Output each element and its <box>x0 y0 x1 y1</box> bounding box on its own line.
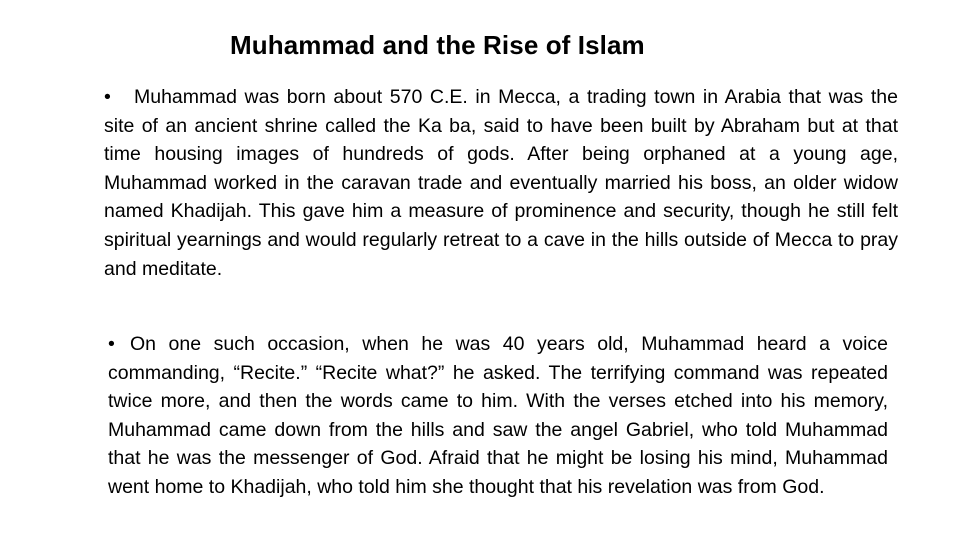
bullet-paragraph-1 <box>104 83 898 283</box>
bullet-icon: • <box>104 86 111 108</box>
bullet-icon: • <box>108 333 115 355</box>
bullet-paragraph-2 <box>108 330 888 502</box>
slide-title: Muhammad and the Rise of Islam <box>230 30 645 60</box>
paragraph-text: Muhammad was born about 570 C.E. in Mecca, a trading town in Arabia that was the site of an ancient shrine called the Ka ba, said to have been built by Abraham but at that time housing images of hundreds of gods. After being orphaned at a young age, Muhammad worked in the caravan trade and eventually married his boss, an older widow named Khadijah. This gave him a measure of prominence and security, though he still felt spiritual yearnings and would regularly retreat to a cave in the hills outside of Mecca to pray and meditate. <box>104 86 898 280</box>
paragraph-text: On one such occasion, when he was 40 years old, Muhammad heard a voice commanding, “Recite.” “Recite what?” he asked. The terrifying command was repeated twice more, and then the words came to him. With the verses etched into his memory, Muhammad came down from the hills and saw the angel Gabriel, who told Muhammad that he was the messenger of God. Afraid that he might be losing his mind, Muhammad went home to Khadijah, who told him she thought that his revelation was from God. <box>108 333 888 498</box>
